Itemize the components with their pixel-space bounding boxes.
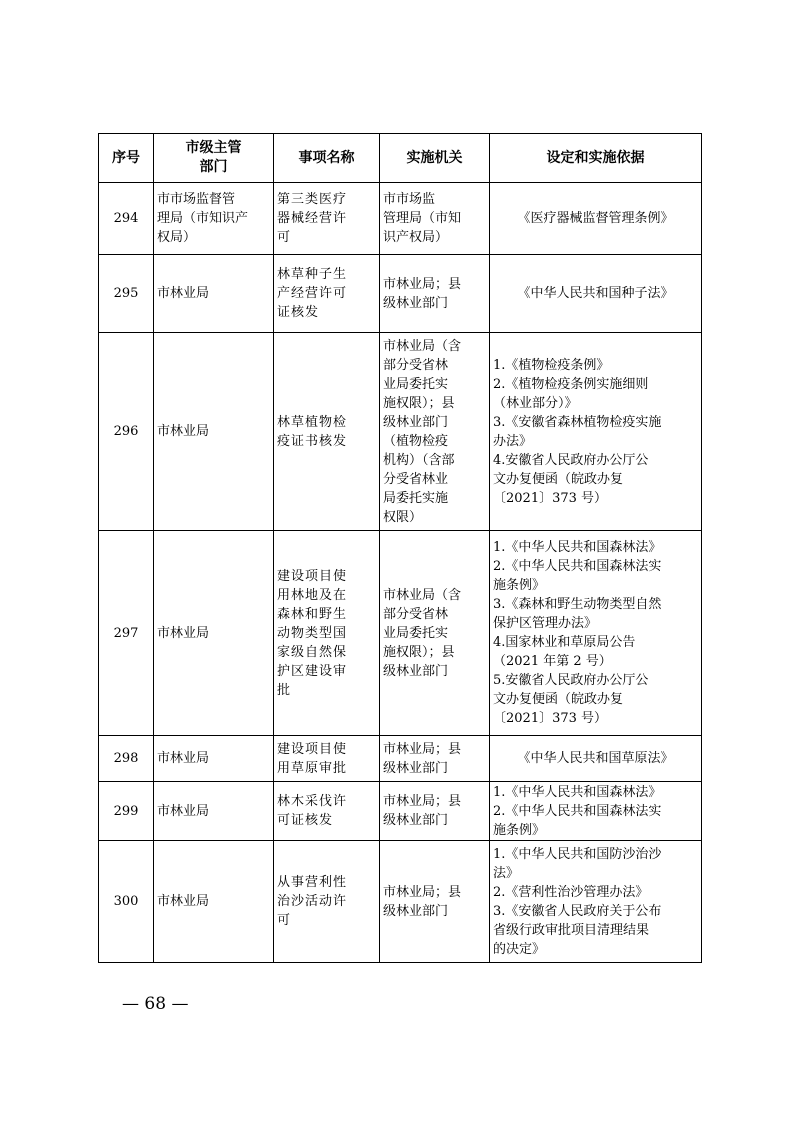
agency-cell-line: 局委托实施 xyxy=(383,490,449,506)
item-name-cell-line: 治沙活动许 xyxy=(277,894,348,909)
item-name-cell xyxy=(274,782,380,841)
serial-cell: 299 xyxy=(99,782,154,841)
basis-cell-line: 3.《安徽省人民政府关于公布 xyxy=(493,903,662,919)
agency-cell-line: 级林业部门 xyxy=(383,903,449,919)
agency-cell-line: 市林业局；县 xyxy=(383,884,462,900)
basis-cell-line: 文办复便函（皖政办复 xyxy=(493,471,624,487)
basis-cell-line: 2.《中华人民共和国森林法实 xyxy=(493,559,662,574)
agency-cell xyxy=(380,333,490,531)
basis-cell-line: 3.《安徽省森林植物检疫实施 xyxy=(493,414,662,430)
basis-cell-line: 《中华人民共和国草原法》 xyxy=(517,751,674,766)
department-cell-line: 市林业局 xyxy=(157,424,210,439)
basis-cell xyxy=(490,782,702,841)
department-cell-line: 市市场监督管 xyxy=(157,192,236,207)
agency-cell-line: 级林业部门 xyxy=(383,663,449,679)
basis-cell-line: 1.《中华人民共和国森林法》 xyxy=(493,784,662,800)
table-row xyxy=(99,841,702,963)
basis-cell-line: 2.《中华人民共和国森林法实 xyxy=(493,803,662,819)
agency-cell xyxy=(380,841,490,963)
item-name-cell-line: 林草植物检 xyxy=(277,414,348,430)
basis-cell-line: 1.《中华人民共和国防沙治沙 xyxy=(493,846,662,862)
basis-cell-line: 省级行政审批项目清理结果 xyxy=(493,922,650,938)
table-row xyxy=(99,183,702,255)
agency-cell-line: 市林业局；县 xyxy=(383,794,462,809)
basis-cell-line: 5.安徽省人民政府办公厅公 xyxy=(493,673,649,688)
basis-cell-line: 3.《森林和野生动物类型自然 xyxy=(493,597,662,612)
basis-cell-line: 2.《植物检疫条例实施细则 xyxy=(493,376,649,392)
serial-cell: 295 xyxy=(99,255,154,333)
basis-cell-line: 4.国家林业和草原局公告 xyxy=(493,635,636,650)
basis-cell-line: 文办复便函（皖政办复 xyxy=(493,692,624,707)
item-name-cell-line: 用林地及在 xyxy=(277,587,348,603)
basis-cell xyxy=(490,255,702,333)
basis-cell-line: 1.《中华人民共和国森林法》 xyxy=(493,540,662,555)
department-cell-line: 市林业局 xyxy=(157,286,210,301)
department-cell-line: 市林业局 xyxy=(157,751,210,766)
basis-cell-line: 施条例》 xyxy=(493,822,546,838)
agency-cell xyxy=(380,255,490,333)
agency-cell-line: 市林业局；县 xyxy=(383,276,462,292)
agency-cell xyxy=(380,782,490,841)
item-name-cell xyxy=(274,183,380,255)
table-header-row xyxy=(99,134,702,183)
basis-cell-line: 的决定》 xyxy=(493,941,546,957)
table-row xyxy=(99,531,702,736)
item-name-cell-line: 疫证书核发 xyxy=(277,433,348,449)
agency-cell-line: 市林业局；县 xyxy=(383,741,462,757)
header-item-name: 事项名称 xyxy=(274,134,380,183)
item-name-cell-line: 动物类型国 xyxy=(277,625,348,641)
agency-cell-line: 部分受省林 xyxy=(383,606,449,622)
serial-cell: 300 xyxy=(99,841,154,963)
agency-cell-line: 市市场监 xyxy=(383,192,436,207)
serial-cell: 294 xyxy=(99,183,154,255)
department-cell xyxy=(154,183,274,255)
agency-cell-line: 分受省林业 xyxy=(383,471,449,487)
agency-cell-line: 管理局（市知 xyxy=(383,211,462,226)
agency-cell xyxy=(380,531,490,736)
basis-cell xyxy=(490,736,702,782)
item-name-cell-line: 建设项目使 xyxy=(277,741,348,757)
item-name-cell-line: 可证核发 xyxy=(277,813,334,828)
serial-cell: 296 xyxy=(99,333,154,531)
agency-cell xyxy=(380,736,490,782)
department-cell xyxy=(154,255,274,333)
basis-cell-line: 法》 xyxy=(493,865,520,881)
agency-cell-line: 识产权局） xyxy=(383,230,449,245)
basis-cell-line: 《中华人民共和国种子法》 xyxy=(517,286,674,301)
basis-cell-line: （2021 年第 2 号） xyxy=(493,654,612,669)
page-number: — 68 — xyxy=(122,994,189,1014)
item-name-cell-line: 从事营利性 xyxy=(277,875,348,890)
item-name-cell-line: 第三类医疗 xyxy=(277,192,348,207)
basis-cell-line: 办法》 xyxy=(493,433,533,449)
agency-cell-line: 级林业部门 xyxy=(383,295,449,311)
agency-cell-line: 业局委托实 xyxy=(383,625,449,641)
item-name-cell-line: 可 xyxy=(277,913,292,928)
basis-cell xyxy=(490,333,702,531)
department-cell xyxy=(154,531,274,736)
basis-cell xyxy=(490,531,702,736)
agency-cell-line: 施权限）；县 xyxy=(383,395,455,411)
item-name-cell-line: 用草原审批 xyxy=(277,760,348,776)
table-row xyxy=(99,333,702,531)
item-name-cell-line: 产经营许可 xyxy=(277,286,348,301)
basis-cell-line: （林业部分）》 xyxy=(493,395,578,411)
approval-items-table xyxy=(98,133,702,963)
basis-cell-line: 保护区管理办法》 xyxy=(493,616,598,631)
agency-cell-line: 部分受省林 xyxy=(383,357,449,373)
table-row xyxy=(99,736,702,782)
table-row xyxy=(99,255,702,333)
agency-cell-line: 级林业部门 xyxy=(383,813,449,828)
serial-cell: 298 xyxy=(99,736,154,782)
basis-cell-line: 4.安徽省人民政府办公厅公 xyxy=(493,452,649,468)
item-name-cell xyxy=(274,531,380,736)
department-cell xyxy=(154,333,274,531)
basis-cell-line: 〔2021〕373 号） xyxy=(493,490,608,506)
item-name-cell xyxy=(274,255,380,333)
basis-cell xyxy=(490,841,702,963)
header-agency: 实施机关 xyxy=(380,134,490,183)
department-cell xyxy=(154,736,274,782)
department-cell-line: 理局（市知识产 xyxy=(157,211,249,226)
item-name-cell xyxy=(274,736,380,782)
item-name-cell-line: 证核发 xyxy=(277,305,320,320)
table-row xyxy=(99,782,702,841)
item-name-cell-line: 家级自然保 xyxy=(277,644,348,660)
basis-cell-line: 〔2021〕373 号） xyxy=(493,711,608,726)
agency-cell-line: 级林业部门 xyxy=(383,414,449,430)
item-name-cell-line: 批 xyxy=(277,682,292,698)
department-cell-line: 市林业局 xyxy=(157,894,210,909)
department-cell-line: 权局） xyxy=(157,230,197,245)
agency-cell-line: 权限） xyxy=(383,509,423,525)
agency-cell-line: 施权限）；县 xyxy=(383,644,455,660)
basis-cell-line: 2.《营利性治沙管理办法》 xyxy=(493,884,649,900)
serial-cell: 297 xyxy=(99,531,154,736)
agency-cell-line: 市林业局（含 xyxy=(383,587,462,603)
item-name-cell-line: 林木采伐许 xyxy=(277,794,348,809)
item-name-cell-line: 林草种子生 xyxy=(277,267,348,282)
agency-cell-line: 市林业局（含 xyxy=(383,338,462,354)
agency-cell-line: 业局委托实 xyxy=(383,376,449,392)
item-name-cell xyxy=(274,841,380,963)
item-name-cell-line: 可 xyxy=(277,230,292,245)
item-name-cell-line: 建设项目使 xyxy=(277,568,348,584)
department-cell xyxy=(154,841,274,963)
header-serial: 序号 xyxy=(99,134,154,183)
item-name-cell-line: 器械经营许 xyxy=(277,211,348,226)
department-cell-line: 市林业局 xyxy=(157,803,210,819)
agency-cell-line: 级林业部门 xyxy=(383,760,449,776)
header-department: 市级主管 部门 xyxy=(154,134,274,183)
department-cell xyxy=(154,782,274,841)
agency-cell xyxy=(380,183,490,255)
agency-cell-line: 机构）（含部 xyxy=(383,452,455,468)
department-cell-line: 市林业局 xyxy=(157,625,210,641)
item-name-cell-line: 森林和野生 xyxy=(277,606,348,622)
basis-cell xyxy=(490,183,702,255)
basis-cell-line: 施条例》 xyxy=(493,578,546,593)
basis-cell-line: 《医疗器械监督管理条例》 xyxy=(517,211,674,226)
header-basis: 设定和实施依据 xyxy=(490,134,702,183)
item-name-cell-line: 护区建设审 xyxy=(277,663,348,679)
basis-cell-line: 1.《植物检疫条例》 xyxy=(493,357,610,373)
item-name-cell xyxy=(274,333,380,531)
agency-cell-line: （植物检疫 xyxy=(383,433,449,449)
